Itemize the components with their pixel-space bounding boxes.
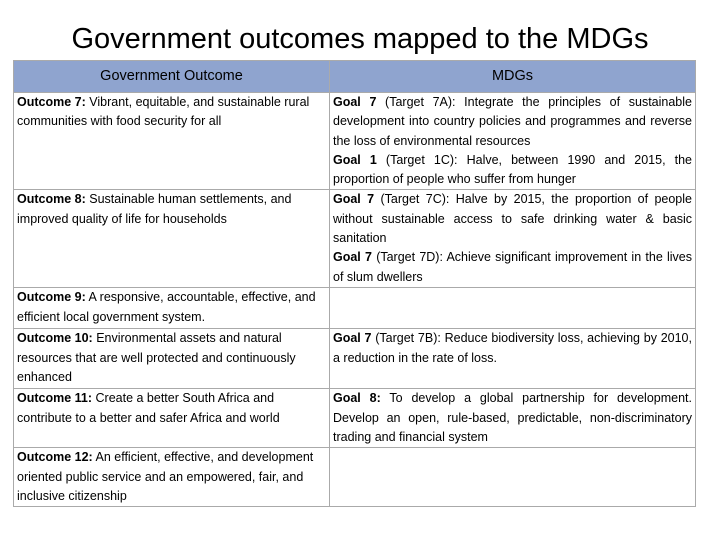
mdg-entry [333, 190, 692, 248]
outcome-label: Outcome 9: [17, 290, 86, 305]
goal-text: (Target 7D): Achieve significant improvement in the lives of slum dwellers [333, 250, 692, 284]
table-row [14, 190, 696, 288]
mdg-cell [330, 329, 696, 389]
outcome-label: Outcome 8: [17, 192, 86, 207]
outcome-text: A responsive, accountable, effective, and efficient local government system. [17, 290, 316, 324]
goal-label: Goal 7 [333, 95, 377, 109]
goal-text: (Target 1C): Halve, between 1990 and 2015, the proportion of people who suffer from hunger [333, 152, 693, 187]
outcome-label: Outcome 12: [17, 450, 93, 465]
table-header-row [14, 61, 696, 93]
table-row [14, 448, 696, 507]
goal-label: Goal 7 [333, 331, 372, 346]
goal-label: Goal 7 [333, 192, 375, 207]
outcome-label: Outcome 10: [17, 331, 93, 346]
mdg-entry [333, 248, 692, 287]
goal-label: Goal 7 [333, 250, 372, 265]
mdg-cell [330, 389, 696, 448]
outcome-text: Sustainable human settlements, and improved quality of life for households [17, 192, 292, 226]
goal-label: Goal 1 [333, 152, 377, 167]
goal-text: (Target 7C): Halve by 2015, the proportion of people without sustainable access to safe drinking water & basic sanitation [333, 192, 692, 246]
mdg-cell [330, 190, 696, 288]
goal-label: Goal 8: [333, 391, 381, 406]
government-outcome-cell [14, 389, 330, 448]
goal-text: (Target 7A): Integrate the principles of sustainable development into country policies and programmes and reverse the loss of environmental resources [333, 95, 692, 148]
table-row [14, 389, 696, 448]
outcome-text: Vibrant, equitable, and sustainable rural communities with food security for all [17, 95, 310, 129]
outcome-label: Outcome 11: [17, 391, 93, 406]
mdg-entry [333, 151, 692, 190]
table-row [14, 93, 696, 190]
outcome-text: Create a better South Africa and contribute to a better and safer Africa and world [17, 391, 280, 425]
mdg-entry [333, 93, 692, 151]
header-mdgs: MDGs [330, 61, 696, 93]
table-row [14, 329, 696, 389]
outcome-text: Environmental assets and natural resources that are well protected and continuously enhanced [17, 331, 296, 385]
goal-text: (Target 7B): Reduce biodiversity loss, achieving by 2010, a reduction in the rate of loss. [333, 331, 692, 365]
outcome-text: An efficient, effective, and development oriented public service and an empowered, fair, and inclusive citizenship [17, 450, 314, 503]
mdg-cell [330, 93, 696, 190]
mdg-entry [333, 329, 692, 368]
slide-title: Government outcomes mapped to the MDGs [71, 23, 649, 55]
mdg-cell [330, 288, 696, 329]
government-outcome-cell [14, 93, 330, 190]
mdg-cell [330, 448, 696, 507]
government-outcome-cell [14, 448, 330, 507]
outcomes-table [13, 60, 696, 507]
government-outcome-cell [14, 288, 330, 329]
mdg-entry [333, 389, 692, 447]
goal-text: To develop a global partnership for development. Develop an open, rule-based, predictable, non-discriminatory trading and financial system [333, 391, 693, 445]
header-government-outcome: Government Outcome [14, 61, 330, 93]
table-row [14, 288, 696, 329]
government-outcome-cell [14, 190, 330, 288]
government-outcome-cell [14, 329, 330, 389]
outcome-label: Outcome 7: [17, 95, 86, 109]
